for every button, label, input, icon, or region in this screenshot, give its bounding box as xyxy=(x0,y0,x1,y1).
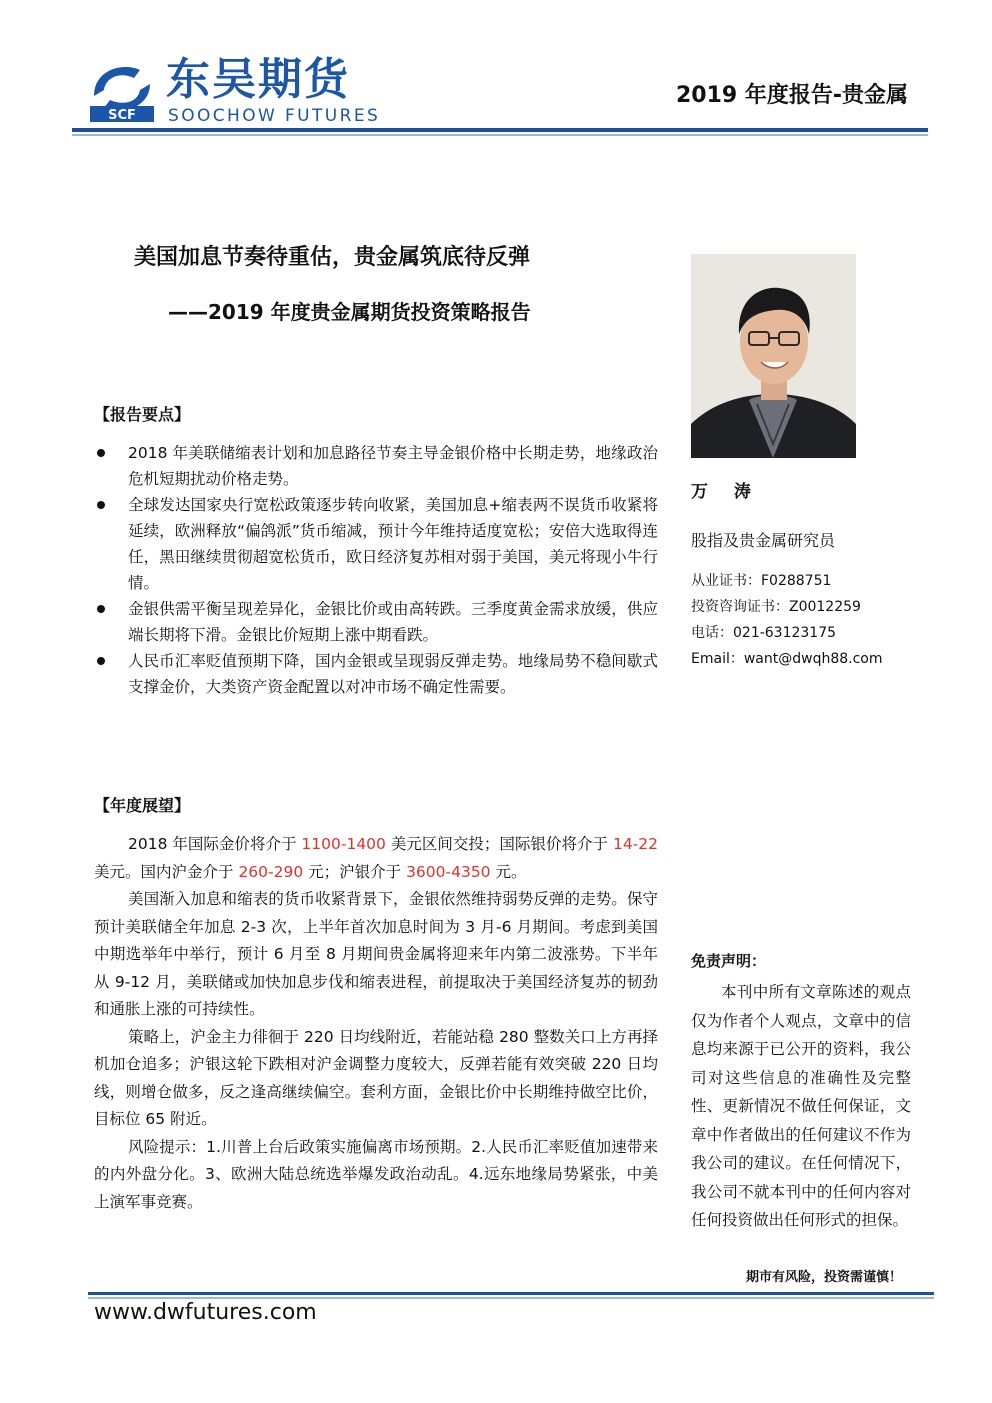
report-tag: 2019 年度报告-贵金属 xyxy=(675,83,908,108)
author-email[interactable]: Email：want@dwqh88.com xyxy=(691,651,883,667)
footer-website-link[interactable]: www.dwfutures.com xyxy=(94,1300,317,1325)
summary-item: 人民币汇率贬值预期下降，国内金银或呈现弱反弹走势。地缘局势不稳间歇式支撑金价，大类资产资金配置以对冲市场不确定性需要。 xyxy=(94,648,658,700)
disclaimer-body: 本刊中所有文章陈述的观点仅为作者个人观点，文章中的信息均来源于已公开的资料，我公司对这些信息的准确性及完整性、更新情况不做任何保证，文章中作者做出的任何建议不作为我公司的建议。在任何情况下，我公司不就本刊中的任何内容对任何投资做出任何形式的担保。 xyxy=(691,983,911,1229)
company-logo xyxy=(88,54,408,128)
outlook-text: 美元区间交投；国际银价将介于 xyxy=(385,835,613,853)
logo-abbr-text: SCF xyxy=(108,108,136,123)
header-divider-thin xyxy=(72,134,928,136)
logo-chinese-name: 东吴期货 xyxy=(166,54,350,105)
author-contact xyxy=(691,568,883,672)
shfe-silver-range-highlight: 3600-4350 xyxy=(406,862,491,881)
outlook-paragraph-prices xyxy=(94,831,658,886)
outlook-text: 元。 xyxy=(490,862,527,881)
shfe-gold-range-highlight: 260-290 xyxy=(238,862,304,881)
summary-item: 2018 年美联储缩表计划和加息路径节奏主导金银价格中长期走势，地缘政治危机短期扰动价格走势。 xyxy=(94,440,658,492)
author-consult-cert: 投资咨询证书：Z0012259 xyxy=(691,599,861,615)
author-portrait-image xyxy=(691,254,856,458)
outlook-text: 美元。国内沪金介于 xyxy=(94,862,239,881)
author-photo xyxy=(691,254,856,458)
outlook-heading: 【年度展望】 xyxy=(94,796,191,815)
disclaimer-heading: 免责声明： xyxy=(691,952,767,970)
summary-heading: 【报告要点】 xyxy=(94,405,191,424)
author-phone: 电话：021-63123175 xyxy=(691,625,837,641)
footer-divider xyxy=(88,1292,934,1295)
report-title: 美国加息节奏待重估，贵金属筑底待反弹 xyxy=(134,245,531,270)
soochow-logo-icon xyxy=(88,56,156,124)
risk-warning: 期市有风险，投资需谨慎！ xyxy=(745,1270,902,1285)
report-subtitle: ——2019 年度贵金属期货投资策略报告 xyxy=(168,300,531,324)
header-divider xyxy=(72,128,928,132)
summary-item: 全球发达国家央行宽松政策逐步转向收紧，美国加息+缩表两不误货币收紧将延续，欧洲释放“偏鸽派”货币缩减，预计今年维持适度宽松；安倍大选取得连任，黑田继续贯彻超宽松货币，欧日经济复苏相对弱于美国，美元将现小牛行情。 xyxy=(94,492,658,596)
silver-range-highlight: 14-22 xyxy=(612,835,658,853)
outlook-body xyxy=(94,831,658,1216)
author-name: 万 涛 xyxy=(691,482,761,502)
outlook-text: 2018 年国际金价将介于 xyxy=(128,835,302,853)
author-cert: 从业证书：F0288751 xyxy=(691,573,832,589)
outlook-paragraph-risk: 风险提示：1.川普上台后政策实施偏离市场预期。2.人民币汇率贬值加速带来的内外盘分化。3、欧洲大陆总统选举爆发政治动乱。4.远东地缘局势紧张，中美上演军事竞赛。 xyxy=(94,1137,658,1211)
logo-english-name: SOOCHOW FUTURES xyxy=(168,106,381,126)
outlook-paragraph-strategy: 策略上，沪金主力徘徊于 220 日均线附近，若能站稳 280 整数关口上方再择机加仓追多；沪银这轮下跌相对沪金调整力度较大，反弹若能有效突破 220 日均线，则增仓做多，反之逢高继续偏空。套利方面，金银比价中长期维持做空比价，目标位 65 附近。 xyxy=(94,1027,658,1128)
footer-divider-thin xyxy=(88,1297,934,1299)
summary-list xyxy=(94,440,658,700)
outlook-paragraph-fed: 美国渐入加息和缩表的货币收紧背景下，金银依然维持弱势反弹的走势。保守预计美联储全年加息 2-3 次，上半年首次加息时间为 3 月-6 月期间。考虑到美国中期选举年中举行，预计 6 月至 8 月期间贵金属将迎来年内第二波涨势。下半年从 9-12 月，美联储或加快加息步伐和缩表进程，前提取决于美国经济复苏的韧劲和通胀上涨的可持续性。 xyxy=(94,890,658,1018)
summary-item: 金银供需平衡呈现差异化，金银比价或由高转跌。三季度黄金需求放缓，供应端长期将下滑。金银比价短期上涨中期看跌。 xyxy=(94,596,658,648)
outlook-text: 元；沪银介于 xyxy=(303,862,407,881)
gold-range-highlight: 1100-1400 xyxy=(301,835,386,853)
author-role: 股指及贵金属研究员 xyxy=(691,531,836,550)
